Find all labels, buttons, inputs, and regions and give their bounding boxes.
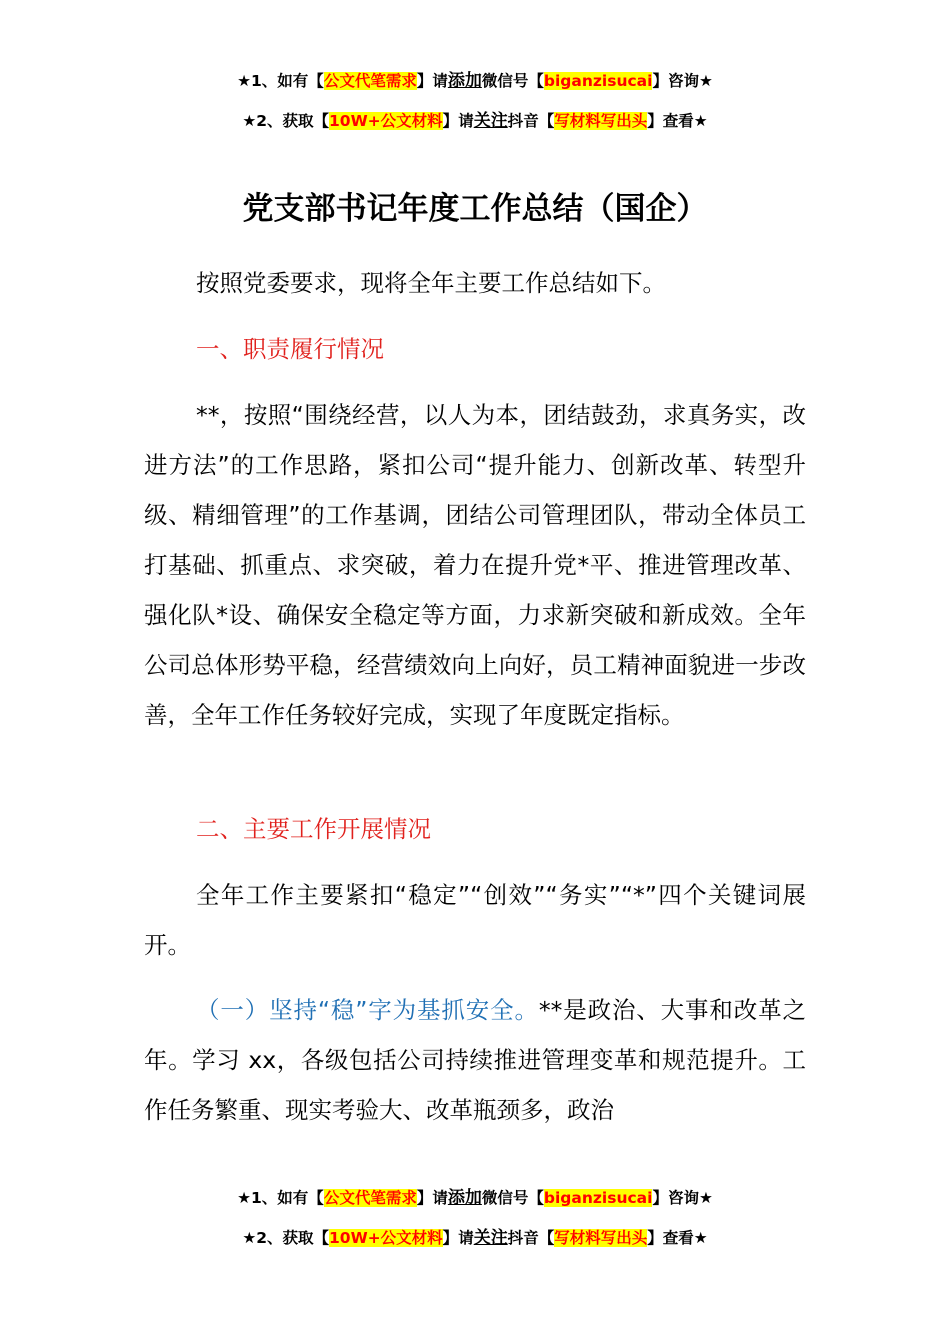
- promo-highlight-douyin-account: 写材料写出头: [554, 112, 648, 130]
- promo-bracket: 】: [416, 72, 433, 90]
- promo-bracket: 【: [538, 1229, 555, 1247]
- promo-bracket: 】: [652, 72, 668, 90]
- promo-bracket: 【: [528, 1189, 544, 1207]
- promo-bracket: 】: [442, 1229, 459, 1247]
- promo-bracket: 】: [442, 112, 459, 130]
- promo-highlight-materials: 10W+公文材料: [329, 112, 443, 130]
- promo-bracket: 【: [528, 72, 544, 90]
- promo-text: 请: [432, 1189, 448, 1207]
- promo-text: 微信号: [481, 72, 529, 90]
- promo-underlined-text: 添加: [447, 1188, 482, 1208]
- document-title: 党支部书记年度工作总结（国企）: [242, 191, 708, 227]
- promo-prefix: ★2、获取: [242, 112, 314, 130]
- promo-highlight-service: 公文代笔需求: [323, 72, 417, 90]
- promo-bracket: 】: [652, 1189, 668, 1207]
- footer-promo-line-1: [0, 1187, 950, 1209]
- subsection-body-stability: **是政治、大事和改革之年。学习 xx，各级包括公司持续推进管理变革和规范提升。工作任务繁重、现实考验大、改革瓶颈多，政治: [144, 996, 806, 1124]
- promo-prefix: ★1、如有: [237, 72, 309, 90]
- header-promo-line-1: [0, 70, 950, 92]
- promo-suffix: 查看★: [662, 1229, 708, 1247]
- promo-highlight-douyin-account: 写材料写出头: [554, 1229, 648, 1247]
- promo-highlight-wechat-id: biganzisucai: [543, 1189, 653, 1207]
- section-body-main-work: 全年工作主要紧扣“稳定”“创效”“务实”“*”四个关键词展开。: [144, 881, 806, 959]
- promo-suffix: 查看★: [662, 112, 708, 130]
- promo-bracket: 【: [313, 112, 330, 130]
- promo-prefix: ★1、如有: [237, 1189, 309, 1207]
- promo-text: 微信号: [481, 1189, 529, 1207]
- promo-text: 抖音: [507, 1229, 539, 1247]
- promo-bracket: 】: [647, 112, 663, 130]
- promo-highlight-service: 公文代笔需求: [323, 1189, 417, 1207]
- promo-suffix: 咨询★: [667, 1189, 713, 1207]
- promo-underlined-text: 关注: [473, 1228, 508, 1248]
- promo-highlight-materials: 10W+公文材料: [329, 1229, 443, 1247]
- footer-promo-line-2: [0, 1227, 950, 1249]
- promo-bracket: 【: [538, 112, 555, 130]
- promo-underlined-text: 添加: [447, 71, 482, 91]
- subsection-stability: [144, 985, 806, 1135]
- section-heading-duties: 一、职责履行情况: [196, 335, 384, 363]
- promo-prefix: ★2、获取: [242, 1229, 314, 1247]
- promo-bracket: 【: [313, 1229, 330, 1247]
- promo-text: 请: [458, 1229, 474, 1247]
- promo-text: 抖音: [507, 112, 539, 130]
- section-body-duties: **，按照“围绕经营，以人为本，团结鼓劲，求真务实，改进方法”的工作思路，紧扣公司“提升能力、创新改革、转型升级、精细管理”的工作基调，团结公司管理团队，带动全体员工打基础、抓重点、求突破，着力在提升党*平、推进管理改革、强化队*设、确保安全稳定等方面，力求新突破和新成效。全年公司总体形势平稳，经营绩效向上向好，员工精神面貌进一步改善，全年工作任务较好完成，实现了年度既定指标。: [144, 401, 806, 729]
- promo-text: 请: [432, 72, 448, 90]
- promo-text: 请: [458, 112, 474, 130]
- header-promo-line-2: [0, 110, 950, 132]
- intro-paragraph: 按照党委要求，现将全年主要工作总结如下。: [196, 269, 666, 297]
- section-heading-main-work: 二、主要工作开展情况: [196, 815, 431, 843]
- promo-bracket: 【: [308, 72, 324, 90]
- promo-highlight-wechat-id: biganzisucai: [543, 72, 653, 90]
- promo-bracket: 【: [308, 1189, 324, 1207]
- promo-bracket: 】: [647, 1229, 663, 1247]
- promo-bracket: 】: [416, 1189, 433, 1207]
- subsection-heading-stability: （一）坚持“稳”字为基抓安全。: [196, 996, 539, 1024]
- promo-underlined-text: 关注: [473, 111, 508, 131]
- promo-suffix: 咨询★: [667, 72, 713, 90]
